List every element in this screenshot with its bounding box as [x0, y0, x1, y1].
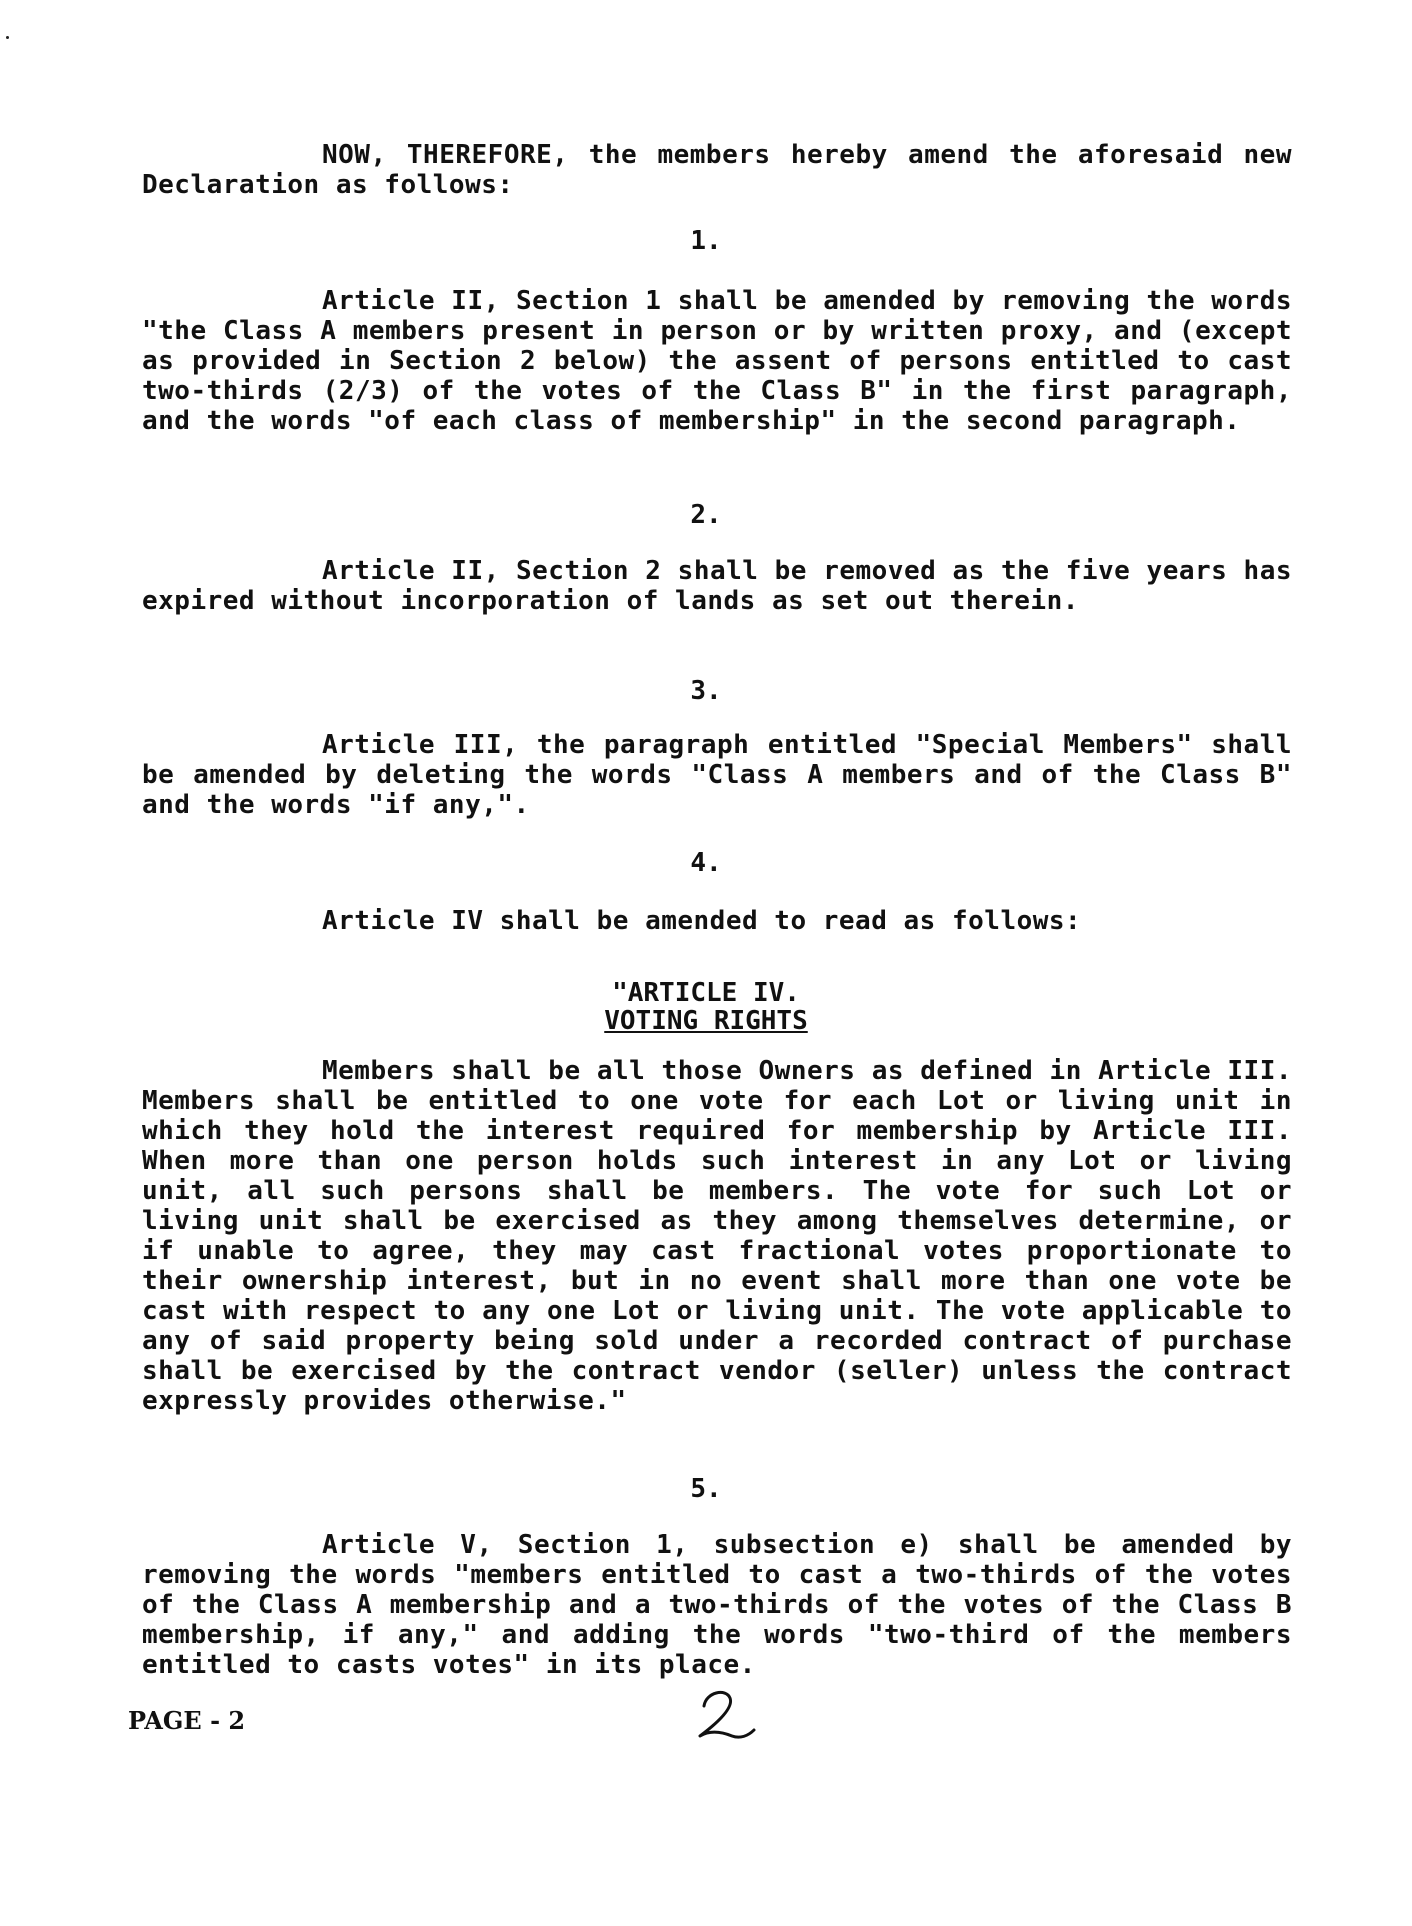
section-3-paragraph	[142, 730, 1292, 820]
section-5-paragraph	[142, 1530, 1292, 1680]
section-2-paragraph	[142, 556, 1292, 616]
section-3-text: Article III, the paragraph entitled "Special Members" shall be amended by deleting the words "Class A members and of the Class B" and the words "if any,".	[142, 730, 1292, 820]
article-iv-text: Members shall be all those Owners as defined in Article III. Members shall be entitled to one vote for each Lot or living unit in which they hold the interest required for membership by Article III. When more than one person holds such interest in any Lot or living unit, all such persons shall be members. The vote for such Lot or living unit shall be exercised as they among themselves determine, or if unable to agree, they may cast fractional votes proportionate to their ownership interest, but in no event shall more than one vote be cast with respect to any one Lot or living unit. The vote applicable to any of said property being sold under a recorded contract of purchase shall be exercised by the contract vendor (seller) unless the contract expressly provides otherwise."	[142, 1056, 1292, 1416]
page-label: PAGE - 2	[128, 1706, 246, 1735]
article-iv-paragraph	[142, 1056, 1292, 1416]
section-4-text: Article IV shall be amended to read as follows:	[322, 906, 1082, 936]
section-2-text: Article II, Section 2 shall be removed as the five years has expired without incorporation of lands as set out therein.	[142, 556, 1292, 616]
section-5-text: Article V, Section 1, subsection e) shall be amended by removing the words "members entitled to cast a two-thirds of the votes of the Class A membership and a two-thirds of the votes of the Class B membership, if any," and adding the words "two-third of the members entitled to casts votes" in its place.	[142, 1530, 1292, 1680]
handwritten-page-number	[692, 1684, 762, 1744]
article-iv-heading: "ARTICLE IV.	[612, 978, 800, 1008]
section-1-paragraph	[142, 286, 1292, 436]
section-1-text: Article II, Section 1 shall be amended by removing the words "the Class A members present in person or by written proxy, and (except as provided in Section 2 below) the assent of persons entitled to cast two-thirds (2/3) of the votes of the Class B" in the first paragraph, and the words "of each class of membership" in the second paragraph.	[142, 286, 1292, 436]
article-iv-subheading: VOTING RIGHTS	[604, 1006, 808, 1036]
intro-paragraph	[142, 140, 1292, 200]
scan-speck	[6, 36, 9, 39]
section-1-number: 1.	[690, 226, 722, 256]
section-3-number: 3.	[690, 676, 722, 706]
section-5-number: 5.	[690, 1474, 722, 1504]
section-2-number: 2.	[690, 500, 722, 530]
section-4-number: 4.	[690, 848, 722, 878]
intro-text: NOW, THEREFORE, the members hereby amend the aforesaid new Declaration as follows:	[142, 140, 1292, 200]
